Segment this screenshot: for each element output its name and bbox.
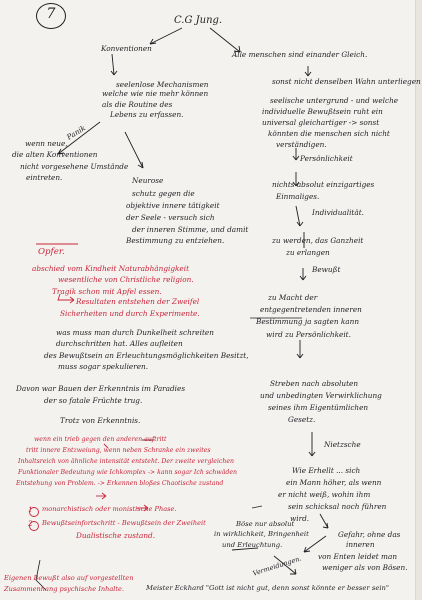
right-chain-10: zu werden, das Ganzheit — [272, 236, 364, 245]
opfer-title: Opfer. — [38, 247, 65, 257]
right-chain-9: Individualität. — [312, 208, 364, 217]
right-chain-19: seines ihm Eigentümlichen — [268, 403, 369, 412]
right-chain-23: ein Mann höher, als wenn — [286, 478, 382, 487]
right-chain-20: Gesetz. — [288, 415, 316, 424]
red-line-4: Resultaten entstehen der Zweifel — [76, 297, 200, 306]
mid-line-4: Davon war Bauen der Erkenntnis im Paradies — [16, 384, 186, 393]
neurose-3: der Seele - versuch sich — [126, 213, 215, 222]
neurose-5: Bestimmung zu entziehen. — [126, 236, 225, 245]
konventionen-heading: Konventionen — [101, 44, 152, 53]
right-chain-22: Wie Erhellt ... sich — [292, 466, 361, 475]
red-bottom-2: Zusammenhang psychische Inhalte. — [4, 585, 125, 593]
arrow-left-from-title — [150, 28, 182, 44]
circled-2: 2 — [28, 519, 33, 528]
right-chain-27: Gefahr, ohne das — [338, 530, 401, 539]
mid-line-15: Böse nur absolut — [236, 520, 295, 528]
right-chain-25: sein schicksal noch führen — [288, 502, 387, 511]
right-chain-17: Streben nach absoluten — [270, 379, 359, 388]
panik-note-1: wenn neue, — [25, 139, 68, 148]
right-chain-8: Einmaliges. — [276, 192, 320, 201]
mid-line-19: Meister Eckhard "Gott ist nicht gut, denn sonst könnte er besser sein" — [146, 584, 390, 592]
mid-line-3: muss sogar spekulieren. — [58, 362, 149, 371]
left-desc-1: seelenlose Mechanismen — [116, 80, 209, 89]
right-chain-2: individuelle Bewußtsein ruht ein — [262, 107, 383, 116]
mid-line-13: Bewußtseinfortschritt - Bewußtsein der Zweiheit — [42, 519, 206, 527]
red-bottom-1: Eigenen Bewußt also auf vorgestellten — [4, 574, 134, 582]
right-chain-29: von Enten leidet man — [318, 552, 398, 561]
right-chain-6: Persönlichkeit — [300, 154, 353, 163]
right-chain-12: Bewußt — [312, 265, 341, 274]
mid-line-5: der so fatale Früchte trug. — [44, 396, 143, 405]
mid-line-2: des Bewußtsein an Erleuchtungsmöglichkeiten Besitzt, — [44, 351, 249, 360]
panik-note-3: nicht vorgesehene Umstände — [20, 162, 129, 171]
arrow-konv-down — [112, 54, 114, 75]
mid-line-17: und Erleuchtung. — [222, 541, 283, 549]
right-heading: Alle menschen sind einander Gleich. — [232, 50, 368, 59]
right-chain-26: wird. — [290, 514, 310, 523]
right-chain-16: wird zu Persönlichkeit. — [266, 330, 351, 339]
red-line-5: Sicherheiten und durch Experimente. — [60, 309, 200, 318]
panik-note-2: die alten Konventionen — [12, 150, 98, 159]
mid-line-6: Trotz von Erkenntnis. — [60, 416, 141, 425]
neurose-heading: Neurose — [132, 176, 164, 185]
page-number: 7 — [46, 6, 56, 22]
page-title: C.G Jung. — [174, 15, 223, 26]
right-chain-0: sonst nicht denselben Wahn unterliegen — [272, 77, 421, 86]
mid-line-18: Vermeidungen. — [251, 554, 303, 578]
mid-line-9: Inhaltsreich von ähnliche intensität entsteht. Der zweite vergleichen — [18, 458, 235, 465]
neurose-2: objektive innere tätigkeit — [126, 201, 220, 210]
red-line-3: Tragik schon mit Apfel essen. — [52, 287, 162, 296]
right-chain-13: zu Macht der — [268, 293, 318, 302]
right-chain-7: nichts absolut einzigartiges — [272, 180, 375, 189]
right-chain-14: entgegentretenden inneren — [260, 305, 362, 314]
right-chain-28: inneren — [346, 540, 375, 549]
mid-line-8: tritt innere Entzweiung, wenn neben Schranke ein zweites — [26, 447, 211, 454]
mid-line-0: was muss man durch Dunkelheit schreiten — [56, 328, 214, 337]
right-chain-24: er nicht weiß, wohin ihm — [278, 490, 371, 499]
red-line-1: abschied vom Kindheit Naturabhängigkeit — [32, 264, 190, 273]
panik-note-4: eintreten. — [26, 173, 63, 182]
right-chain-15: Bestimmung ja sagten kann — [256, 317, 360, 326]
right-chain-1: seelische untergrund - und welche — [270, 96, 399, 105]
mid-line-10: Funktionaler Bedeutung wie Ichkomplex -> kann sogar Ich schwäden — [18, 469, 238, 476]
neurose-4: der inneren Stimme, und damit — [132, 225, 249, 234]
right-chain-30: weniger als von Bösen. — [322, 563, 408, 572]
right-chain-18: und unbedingten Verwirklichung — [260, 391, 382, 400]
left-desc-4: Lebens zu erfassen. — [110, 110, 184, 119]
right-chain-4: könnten die menschen sich nicht — [268, 129, 390, 138]
right-chain-11: zu erlangen — [286, 248, 330, 257]
circled-1: 1 — [28, 505, 33, 514]
page-number-circle — [36, 3, 66, 29]
mid-line-12: monarchistisch oder monistische Phase. — [42, 505, 177, 513]
mid-line-1: durchschritten hat. Alles aufleiten — [56, 339, 183, 348]
panik-label: Panik — [65, 123, 88, 142]
left-desc-2: welche wie nie mehr können — [102, 89, 209, 98]
left-desc-3: als die Routine des — [102, 100, 173, 109]
mid-line-14: Dualistische zustand. — [76, 531, 156, 540]
red-line-2: wesentliche von Christliche religion. — [58, 275, 194, 284]
mid-line-16: in wirklichkeit, Bringenheit — [214, 530, 309, 538]
neurose-1: schutz gegen die — [132, 189, 195, 198]
right-chain-21: Nietzsche — [324, 440, 361, 449]
right-chain-3: universal gleichartiger -> sonst — [262, 118, 380, 127]
arrow-right-from-title — [210, 28, 240, 52]
mid-line-7: wenn ein trieb gegen den anderen auftritt — [34, 436, 167, 443]
right-chain-5: verständigen. — [276, 140, 327, 149]
mid-line-11: Entstehung von Problem. -> Erkennen bloßes Chaotische zustand — [16, 480, 224, 487]
